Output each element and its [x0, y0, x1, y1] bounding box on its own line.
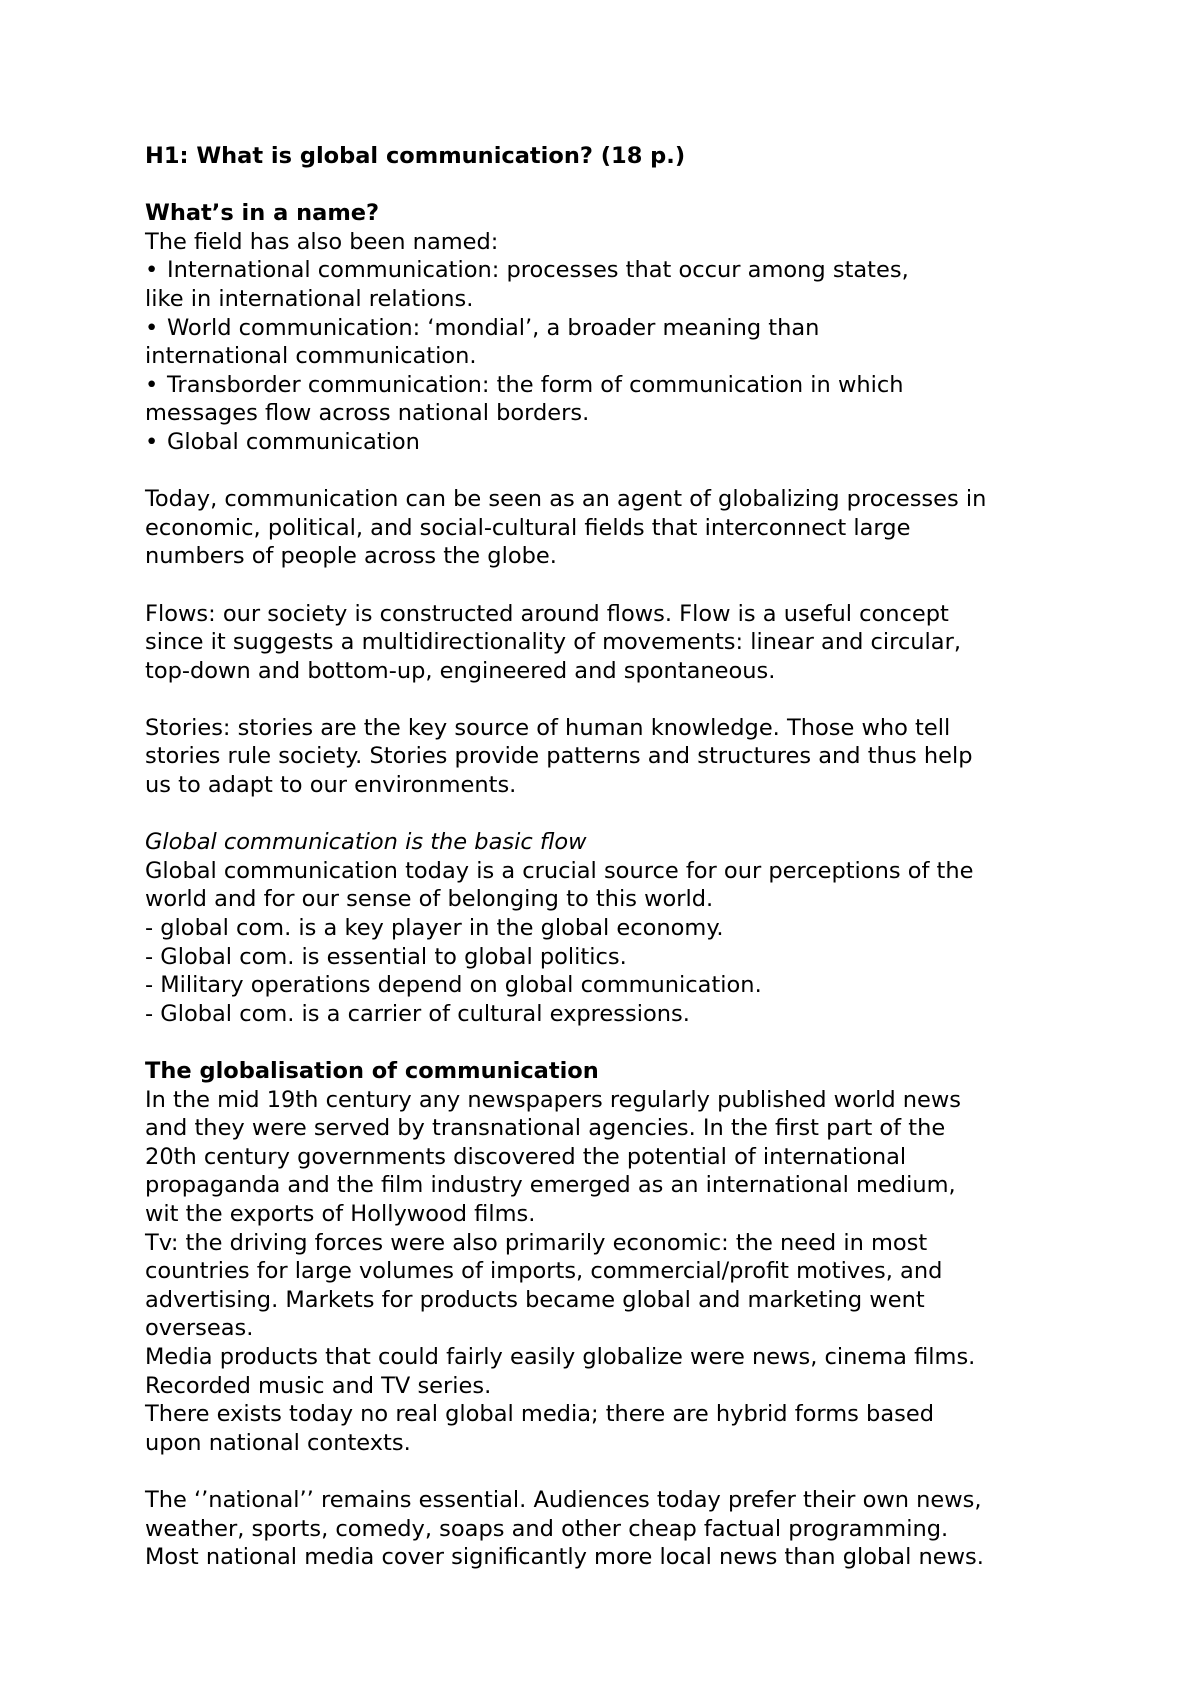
- bullet-icon: •: [145, 371, 159, 398]
- dash-item: - global com. is a key player in the global economy.: [145, 915, 724, 942]
- bullet-continuation: like in international relations.: [145, 285, 474, 312]
- spacer: [145, 1457, 1145, 1486]
- paragraph-line: top-down and bottom-up, engineered and spontaneous.: [145, 657, 776, 684]
- dash-item: - Global com. is essential to global politics.: [145, 943, 627, 970]
- bullet-text: Transborder communication: the form of communication in which: [167, 371, 904, 398]
- paragraph-line: The ‘’national’’ remains essential. Audiences today prefer their own news,: [145, 1486, 982, 1513]
- section-title-flow: Global communication is the basic flow: [145, 829, 587, 856]
- paragraph-line: 20th century governments discovered the potential of international: [145, 1143, 907, 1170]
- paragraph-line: In the mid 19th century any newspapers regularly published world news: [145, 1086, 961, 1113]
- section-title-name: What’s in a name?: [145, 200, 380, 227]
- paragraph-line: Media products that could fairly easily globalize were news, cinema films.: [145, 1343, 976, 1370]
- spacer: [145, 171, 1145, 200]
- paragraph-line: Stories: stories are the key source of human knowledge. Those who tell: [145, 714, 951, 741]
- paragraph-line: Tv: the driving forces were also primarily economic: the need in most: [145, 1229, 928, 1256]
- bullet-item: [145, 371, 1145, 400]
- bullet-continuation: international communication.: [145, 343, 477, 370]
- spacer: [145, 571, 1145, 600]
- paragraph-line: Global communication today is a crucial source for our perceptions of the: [145, 857, 974, 884]
- paragraph-line: world and for our sense of belonging to this world.: [145, 886, 714, 913]
- bullet-item: [145, 256, 1145, 285]
- paragraph-line: and they were served by transnational agencies. In the first part of the: [145, 1115, 946, 1142]
- section-intro: The field has also been named:: [145, 228, 499, 255]
- paragraph-line: advertising. Markets for products became global and marketing went: [145, 1286, 925, 1313]
- bullet-text: International communication: processes that occur among states,: [167, 257, 909, 284]
- paragraph-line: us to adapt to our environments.: [145, 772, 517, 799]
- paragraph-line: Most national media cover significantly more local news than global news.: [145, 1544, 984, 1571]
- spacer: [145, 1028, 1145, 1057]
- bullet-text: World communication: ‘mondial’, a broader meaning than: [167, 314, 820, 341]
- paragraph-line: weather, sports, comedy, soaps and other cheap factual programming.: [145, 1515, 949, 1542]
- paragraph-line: upon national contexts.: [145, 1429, 411, 1456]
- bullet-continuation: messages flow across national borders.: [145, 400, 590, 427]
- spacer: [145, 800, 1145, 829]
- paragraph-line: Recorded music and TV series.: [145, 1372, 492, 1399]
- paragraph-line: propaganda and the film industry emerged as an international medium,: [145, 1172, 956, 1199]
- page-heading: H1: What is global communication? (18 p.): [145, 143, 686, 169]
- document-page: [145, 142, 1145, 1572]
- paragraph-line: overseas.: [145, 1315, 254, 1342]
- paragraph-line: since it suggests a multidirectionality of movements: linear and circular,: [145, 629, 961, 656]
- dash-item: - Military operations depend on global communication.: [145, 972, 762, 999]
- bullet-item: [145, 428, 1145, 457]
- dash-item: - Global com. is a carrier of cultural expressions.: [145, 1000, 690, 1027]
- paragraph-line: stories rule society. Stories provide patterns and structures and thus help: [145, 743, 973, 770]
- bullet-icon: •: [145, 428, 159, 455]
- paragraph-line: wit the exports of Hollywood films.: [145, 1200, 536, 1227]
- paragraph-line: economic, political, and social-cultural fields that interconnect large: [145, 514, 911, 541]
- bullet-text: Global communication: [167, 428, 420, 455]
- bullet-icon: •: [145, 257, 159, 284]
- spacer: [145, 685, 1145, 714]
- spacer: [145, 457, 1145, 486]
- paragraph-line: numbers of people across the globe.: [145, 543, 557, 570]
- paragraph-line: There exists today no real global media; there are hybrid forms based: [145, 1401, 934, 1428]
- section-title-globalisation: The globalisation of communication: [145, 1058, 599, 1084]
- paragraph-line: Flows: our society is constructed around flows. Flow is a useful concept: [145, 600, 949, 627]
- paragraph-line: Today, communication can be seen as an agent of globalizing processes in: [145, 486, 987, 513]
- bullet-item: [145, 314, 1145, 343]
- bullet-icon: •: [145, 314, 159, 341]
- paragraph-line: countries for large volumes of imports, commercial/profit motives, and: [145, 1258, 943, 1285]
